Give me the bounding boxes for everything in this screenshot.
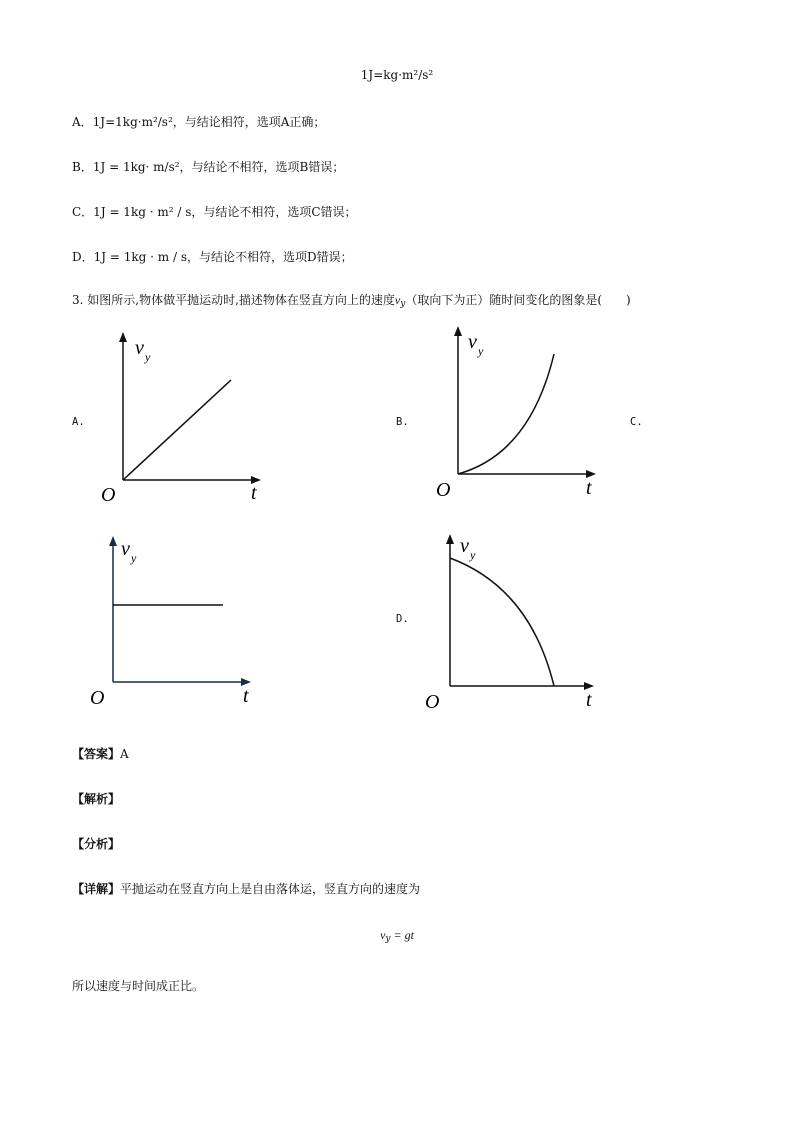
- choice-d-label: D.: [396, 613, 409, 625]
- graph-d-x-label: t: [586, 689, 592, 711]
- graph-b: [430, 324, 610, 504]
- detail-label: 【详解】: [72, 882, 121, 896]
- graph-d-origin: O: [425, 691, 440, 713]
- formula-top: 1J=kg·m²/s²: [360, 68, 434, 82]
- graph-b-x-label: t: [586, 477, 592, 499]
- graph-a: [95, 330, 275, 510]
- graph-c-y-sub: y: [131, 551, 137, 565]
- choice-a-label: A.: [72, 416, 85, 428]
- option-d-line: D．1J = 1kg · m / s，与结论不相符，选项D错误；: [72, 250, 353, 264]
- graph-d-y-sub: y: [470, 548, 476, 562]
- equation-lhs: v: [380, 928, 386, 942]
- question-text-before: 如图所示,物体做平抛运动时,描述物体在竖直方向上的速度: [87, 293, 395, 307]
- graph-b-y-label: v: [468, 331, 477, 353]
- choice-b-label: B.: [396, 416, 409, 428]
- graph-a-origin: O: [101, 484, 116, 506]
- question-number: 3.: [72, 293, 84, 307]
- answer-value: A: [120, 747, 129, 761]
- fenxi-label: 【分析】: [72, 837, 121, 851]
- detail-text: 平抛运动在竖直方向上是自由落体运，竖直方向的速度为: [120, 882, 421, 896]
- graph-c-origin: O: [90, 687, 105, 709]
- question-var-sub: y: [400, 299, 406, 309]
- equation-rhs: = gt: [390, 928, 414, 942]
- option-a-line: A．1J=1kg·m²/s²，与结论相符，选项A正确；: [72, 115, 326, 129]
- question-text-after: （取向下为正）随时间变化的图象是( ): [405, 293, 631, 307]
- equation-lhs-sub: y: [385, 934, 391, 944]
- graph-b-y-sub: y: [478, 344, 484, 358]
- graph-c: [85, 530, 265, 710]
- option-c-line: C．1J = 1kg · m² / s，与结论不相符，选项C错误；: [72, 205, 357, 219]
- question-3: [72, 291, 631, 309]
- graph-a-x-label: t: [251, 482, 257, 504]
- answer-line: [72, 745, 129, 762]
- graph-d-y-label: v: [460, 535, 469, 557]
- graph-c-x-label: t: [243, 685, 249, 707]
- option-b-line: B．1J = 1kg· m/s²，与结论不相符，选项B错误；: [72, 160, 345, 174]
- graph-a-y-label: v: [135, 337, 144, 359]
- graph-b-origin: O: [436, 479, 451, 501]
- question-var: v: [394, 293, 401, 307]
- graph-d: [420, 528, 610, 718]
- analysis-label: 【解析】: [72, 792, 121, 806]
- conclusion-line: 所以速度与时间成正比。: [72, 979, 205, 993]
- graph-a-y-sub: y: [145, 350, 151, 364]
- answer-label: 【答案】: [72, 747, 121, 761]
- detail-line: [72, 880, 420, 897]
- choice-c-label: C.: [630, 416, 643, 428]
- graph-c-y-label: v: [121, 538, 130, 560]
- equation: [0, 928, 794, 944]
